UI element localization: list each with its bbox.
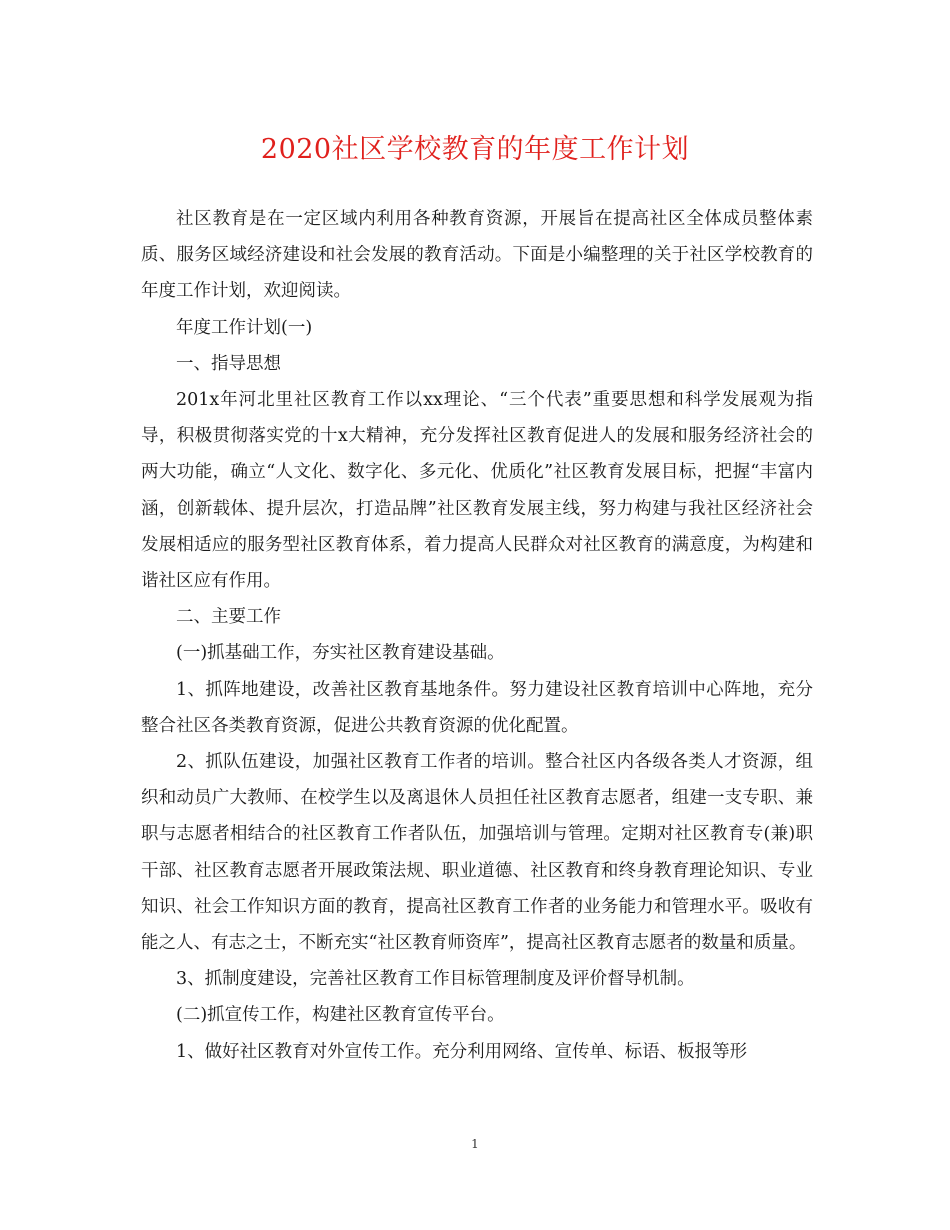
section-heading-guiding-thought: 一、指导思想 [176, 353, 281, 374]
paragraph-intro: 社区教育是在一定区域内利用各种教育资源，开展旨在提高社区全体成员整体素质、服务区域经济建设和社会发展的教育活动。下面是小编整理的关于社区学校教育的年度工作计划，欢迎阅读。 [141, 209, 813, 302]
paragraph-team-construction: 2、抓队伍建设，加强社区教育工作者的培训。整合社区内各级各类人才资源，组织和动员广大教师、在校学生以及离退休人员担任社区教育志愿者，组建一支专职、兼职与志愿者相结合的社区教育工作者队伍，加强培训与管理。定期对社区教育专(兼)职干部、社区教育志愿者开展政策法规、职业道德、社区教育和终身教育理论知识、专业知识、社会工作知识方面的教育，提高社区教育工作者的业务能力和管理水平。吸收有能之人、有志之士，不断充实“社区教育师资库”，提高社区教育志愿者的数量和质量。 [141, 752, 813, 954]
document-body [141, 201, 813, 1070]
subheading-basic-work: (一)抓基础工作，夯实社区教育建设基础。 [176, 643, 505, 664]
subheading-publicity-work: (二)抓宣传工作，构建社区教育宣传平台。 [176, 1005, 505, 1026]
section-heading-plan-one: 年度工作计划(一) [176, 317, 313, 338]
page-number: 1 [471, 1137, 479, 1151]
section-heading-main-work: 二、主要工作 [176, 607, 281, 628]
paragraph-external-publicity: 1、做好社区教育对外宣传工作。充分利用网络、宣传单、标语、板报等形 [176, 1041, 748, 1062]
document-title: 2020社区学校教育的年度工作计划 [260, 134, 690, 165]
paragraph-guiding-thought: 201x年河北里社区教育工作以xx理论、“三个代表”重要思想和科学发展观为指导，积极贯彻落实党的十x大精神，充分发挥社区教育促进人的发展和服务经济社会的两大功能，确立“人文化、数字化、多元化、优质化”社区教育发展目标，把握“丰富内涵，创新载体、提升层次，打造品牌”社区教育发展主线，努力构建与我社区经济社会发展相适应的服务型社区教育体系，着力提高人民群众对社区教育的满意度，为构建和谐社区应有作用。 [141, 390, 813, 592]
paragraph-site-construction: 1、抓阵地建设，改善社区教育基地条件。努力建设社区教育培训中心阵地，充分整合社区各类教育资源，促进公共教育资源的优化配置。 [141, 679, 813, 736]
paragraph-system-construction: 3、抓制度建设，完善社区教育工作目标管理制度及评价督导机制。 [176, 969, 695, 990]
